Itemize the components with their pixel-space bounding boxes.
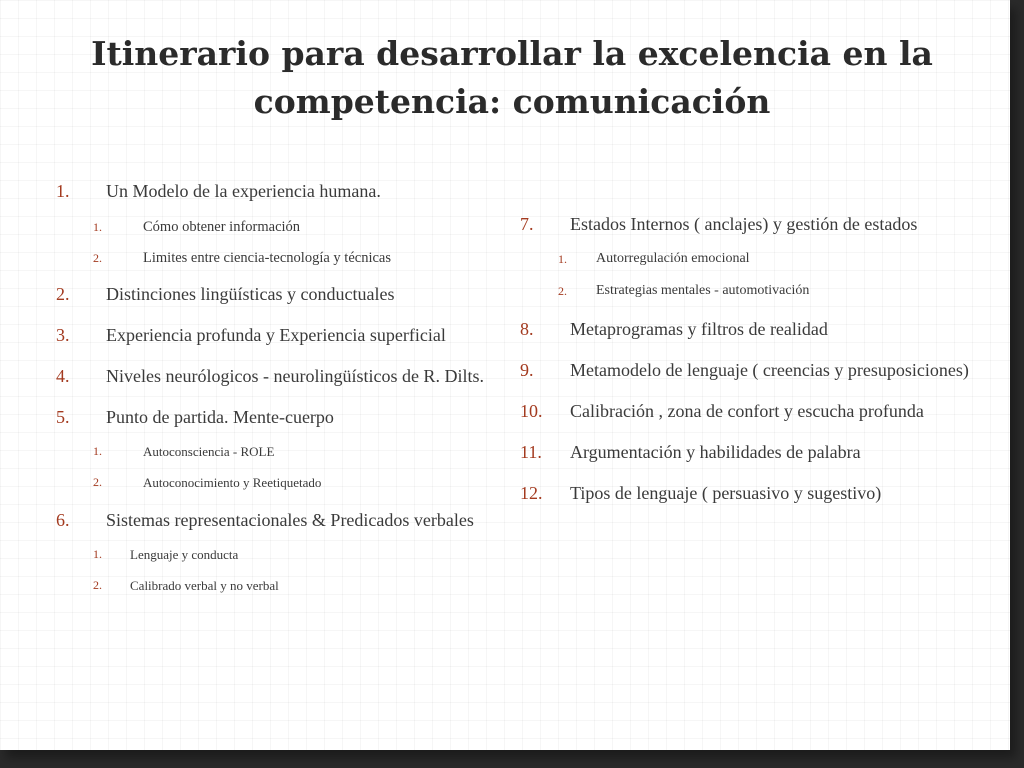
sub-list-item [558,279,1000,303]
list-item [520,311,1000,347]
sub-list-item [93,471,516,494]
list-number: 1. [56,181,70,201]
list-number: 10. [520,401,543,421]
list-item-text: Calibración , zona de confort y escucha profunda [570,401,924,421]
sub-list-item-text: Limites entre ciencia-tecnología y técnicas [143,250,391,266]
list-item [56,173,516,209]
list-item-text: Tipos de lenguaje ( persuasivo y sugestivo) [570,483,882,503]
list-item-text: Estados Internos ( anclajes) y gestión de estados [570,214,918,234]
list-item [56,358,516,394]
sub-list-number: 1. [93,444,102,458]
sub-list-item-text: Autoconsciencia - ROLE [143,444,275,459]
list-item [56,502,516,538]
list-item-text: Sistemas representacionales & Predicados verbales [106,510,474,530]
sub-list-item [93,214,516,241]
list-item [56,399,516,435]
sub-list-number: 2. [93,475,102,489]
list-number: 5. [56,407,70,427]
sub-list-number: 2. [93,251,102,265]
sub-list-number: 2. [93,578,102,592]
slide-title: Itinerario para desarrollar la excelencia en la competencia: comunicación [91,34,933,121]
list-item-text: Niveles neurólogicos - neurolingüísticos de R. Dilts. [106,366,484,386]
list-number: 9. [520,360,534,380]
list-item [520,206,1000,242]
sub-list-item [558,247,1000,271]
sub-list-number: 2. [558,284,567,298]
list-item [56,317,516,353]
sub-list-item-text: Estrategias mentales - automotivación [596,283,810,298]
list-item-text: Experiencia profunda y Experiencia superficial [106,325,446,345]
sub-list-number: 1. [558,252,567,266]
list-number: 8. [520,319,534,339]
sub-list-item [93,543,516,566]
sub-list-item [93,245,516,272]
list-item [520,352,1000,388]
list-number: 2. [56,284,70,304]
list-number: 11. [520,442,542,462]
list-item-text: Distinciones lingüísticas y conductuales [106,284,395,304]
sub-list-item-text: Lenguaje y conducta [130,547,239,562]
list-number: 7. [520,214,534,234]
sub-list-item [93,574,516,597]
list-item-text: Metaprogramas y filtros de realidad [570,319,828,339]
list-item [520,475,1000,511]
list-item-text: Metamodelo de lenguaje ( creencias y presuposiciones) [570,360,969,380]
sub-list-item-text: Autoconocimiento y Reetiquetado [143,475,322,490]
sub-list-number: 1. [93,220,102,234]
right-column-list [520,206,1000,516]
list-item [56,276,516,312]
list-item [520,434,1000,470]
list-item [520,393,1000,429]
list-item-text: Argumentación y habilidades de palabra [570,442,861,462]
sub-list-item-text: Cómo obtener información [143,219,301,235]
left-column-list [56,173,516,605]
list-number: 12. [520,483,543,503]
list-item-text: Un Modelo de la experiencia humana. [106,181,381,201]
sub-list-item-text: Calibrado verbal y no verbal [130,578,279,593]
list-number: 6. [56,510,70,530]
sub-list-item-text: Autorregulación emocional [596,251,750,266]
sub-list-number: 1. [93,547,102,561]
sub-list-item [93,440,516,463]
list-number: 4. [56,366,70,386]
list-number: 3. [56,325,70,345]
list-item-text: Punto de partida. Mente-cuerpo [106,407,334,427]
